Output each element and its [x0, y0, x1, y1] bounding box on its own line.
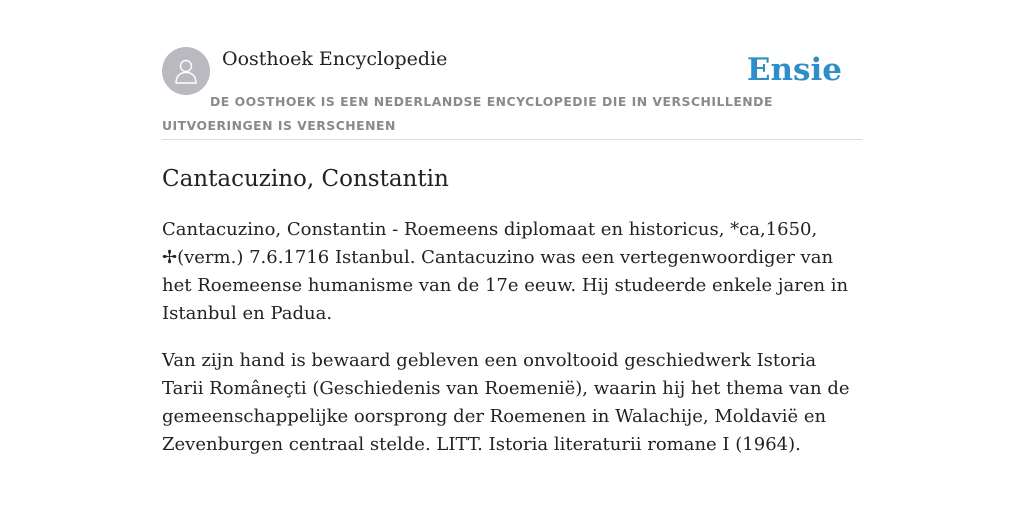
source-description: DE OOSTHOEK IS EEN NEDERLANDSE ENCYCLOPEDIE DIE IN VERSCHILLENDE UITVOERINGEN IS VERSCHENEN — [162, 94, 773, 133]
source-name[interactable]: Oosthoek Encyclopedie — [222, 48, 448, 70]
header-divider — [162, 139, 862, 140]
article-paragraph: Cantacuzino, Constantin - Roemeens diplomaat en historicus, *ca,1650, ✢(verm.) 7.6.1716 Istanbul. Cantacuzino was een vertegenwoordiger van het Roemeense humanisme van de 17e eeuw. Hij studeerde enkele jaren in Istanbul en Padua. — [162, 219, 849, 324]
article-paragraph: Van zijn hand is bewaard gebleven een onvoltooid geschiedwerk Istoria Tarii Româneçti (Geschiedenis van Roemenië), waarin hij het thema van de gemeenschappelijke oorsprong der Roemenen in Walachije, Moldavië en Zevenburgen centraal stelde. LITT. Istoria literaturii romane I (1964). — [162, 350, 850, 455]
article-body — [162, 216, 862, 478]
article-title: Cantacuzino, Constantin — [162, 166, 449, 192]
avatar[interactable] — [162, 47, 210, 95]
user-silhouette-icon — [171, 56, 201, 86]
brand-logo[interactable]: Ensie — [746, 52, 842, 88]
